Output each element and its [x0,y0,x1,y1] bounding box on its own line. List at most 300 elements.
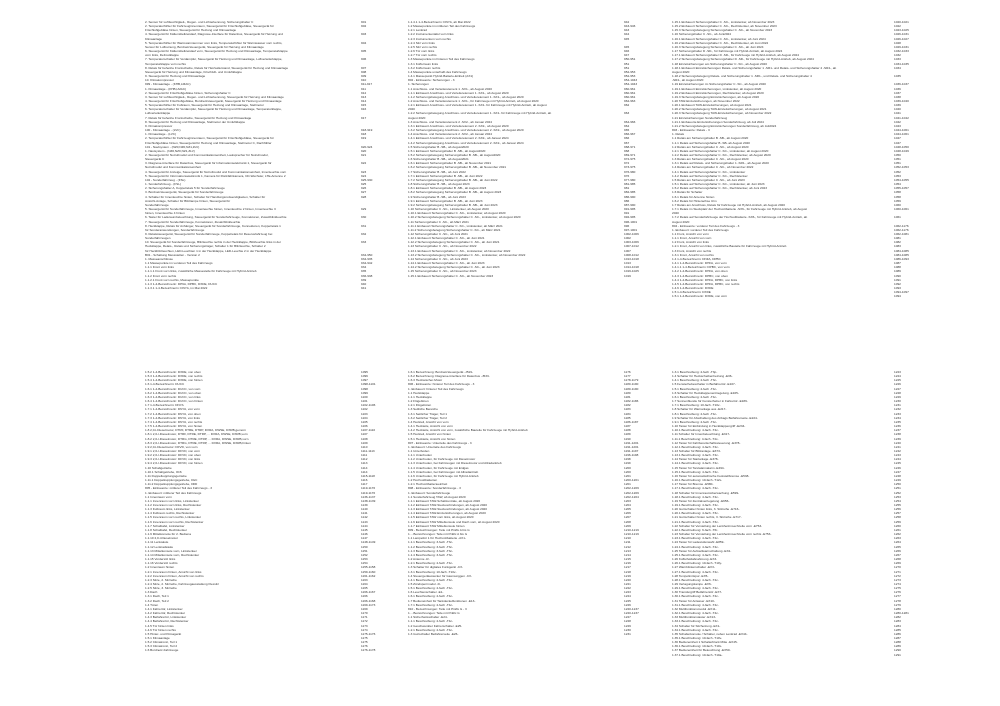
toc-entry-page: 1042 [894,119,901,124]
toc-entry-page: 1107 [361,432,368,437]
toc-entry-page: 1103 [361,411,368,416]
toc-entry-page: 906 [361,57,367,62]
toc-entry-title: 2. Temperaturfühler für Fahrzeuginnenraum, Steuergerät für Frischluftgebläse, Steuergerät für [145,24,274,29]
toc-entry-title: 1.21 Gurtschalter hinten rechts, 3. Sitzreihe -E717- [672,515,742,520]
toc-entry-page: 1270 [894,565,901,570]
toc-entry-title: 1.2.1 Lenkrad [408,28,427,33]
toc-entry-title: 5. Temperaturfühler für Fußraum, Steuergerät für Heizung und Klimaanlage, Stellmotor [145,103,264,108]
toc-entry-title: 1.15.1 Beschreibung: 4-fach -T4c- [672,469,719,474]
toc-entry-title: 1.5.1 Klimaanlage [145,636,170,640]
toc-entry-title: 100 - Klimaanlage - (LVC) [145,128,181,133]
toc-entry-title: 1.1.16 Vordersitz rechts [145,561,178,566]
toc-entry-page: 919 [361,136,367,141]
toc-entry-title: Frischluftgebläse hinten, Steuergerät für Heizung und Klimaanlage [145,28,237,33]
toc-entry-page: 1217 [624,565,631,570]
toc-entry-title: 1.18.2 Sicherungsbelegung Relais- und Sicherungshalter 1 -SR1-, und Relais- und Sicherungshalter 4 [672,74,812,79]
toc-entry-page: 934-950 [361,252,373,257]
toc-entry-page: 1244 [894,457,901,462]
toc-entry-page: 1146 [361,532,368,537]
toc-entry-title: 1.8 2,0-l-Dieselmotor, DTRF, DTRE, DTRP, DXRA, DWSE, DXRB,gemorn [145,428,247,433]
toc-entry-page: 911-917 [361,82,373,87]
toc-entry-page: 914 [361,98,367,103]
toc-entry-title: 1.3 Relais am Sicherungshalter C -SC-, ab August 2020 [672,157,749,162]
toc-entry-page: 1222 [624,586,631,591]
toc-entry-title: 1.7 Sicherungshalter B -SB-, ab Juni 2022 [408,169,466,174]
toc-entry-title: 1.11.1 Beschreibung: 4-fach -T4c- [672,436,719,441]
toc-entry-page: 965 [624,128,630,133]
toc-entry-title: 1. Sonderfahrzeug - (FSL) [145,182,181,187]
toc-entry-page: 1218 [624,569,631,574]
toc-entry-page: 921 [361,153,367,157]
toc-entry-page: 934-942 [361,261,373,266]
toc-entry-page: 1215 [624,557,631,562]
toc-entry-title: 1.1.10 2,0-l-Dieselmotor [145,536,179,541]
toc-entry-page: 1201 [624,473,631,478]
toc-entry-page: 1051 [894,161,901,166]
toc-entry-page: 1228 [624,619,631,624]
toc-entry-title: 1.6.1 Beschreibung: 4-fach -T4c- [408,594,454,599]
toc-entry-page: 1224 [624,594,631,599]
toc-entry-title: Temperaturklappe vorn rechts [145,61,186,66]
toc-entry-title: 1.3.1 Seitlicher Träger, Teil 1 [408,411,447,416]
toc-entry-page: 1154 [361,561,368,566]
toc-entry-page: 1198 [624,457,631,462]
toc-entry-page: 943 [624,28,630,33]
toc-entry-page: 1289 [894,644,901,649]
toc-entry-page: 1234 [894,415,901,420]
toc-entry-page: 1034 [894,65,901,70]
toc-entry-page: 935 [361,269,367,274]
toc-entry-page: 1207 [624,515,631,520]
toc-entry-page: 1188 [624,428,631,433]
toc-entry-page: 1178-1179 [624,378,639,383]
toc-entry-title: 1.4.1 Beschreibung: 4-fach -T3c- [672,378,718,383]
toc-entry-page: 1088 [894,265,901,270]
toc-entry-title: 1.6 Sicherungshalter B -SB-, ab August2021 [408,157,469,162]
toc-entry-page: 1225 [894,378,901,383]
toc-entry-title: 1.1.2.1 Front vorn rechts, Massepunkte [145,277,199,282]
toc-entry-title: -SR4-, ab August 2020 [672,78,704,83]
toc-entry-title: 6. Steuergerät für Kältemittelkreislauf vorn, Steuergerät für Heizung und Klimaanlage, Temperaturklappe [145,49,288,54]
toc-entry-title: 2. Sicherungshalter A, Koppelrelais 5 für Sonderfahrzeuge [145,186,225,191]
toc-entry-page: 1278 [894,598,901,603]
toc-entry-title: 1.1.3.1 1-4-Bezeichnerin: DNYA, im Mai 2022 [145,286,208,290]
toc-entry-page: 1182-1186 [624,399,639,404]
toc-entry-page: 1104 [361,415,368,420]
toc-entry-title: Heckklappe, Relais-, Relais und Sicherungsträger, Schalter 1 für Blitzleuchte, Schalter 2 [145,244,266,249]
toc-entry-page: 1150 [361,544,368,549]
toc-entry-title: 1.1 Sicherheitsschalter -E24- [408,615,448,620]
toc-entry-title: 1.1.7 Einbauort TAW Mittelkonsole hinten [408,523,465,528]
toc-entry-page: 1265 [894,544,901,549]
toc-entry-title: 2020 [672,211,679,216]
toc-entry-page: 1052 [894,169,901,174]
toc-entry-title: 1. Klimaanlage - (LVC) [145,132,177,137]
toc-entry-title: 1.1 Sonderfahrzeug TAW, ab August 2020 [408,494,466,499]
toc-entry-title: 1.18 Einzelsicherungen am Sicherungshalter C -SC-, ab August 2020 [672,61,767,66]
toc-entry-page: 1013-1018 [624,256,639,261]
toc-entry-title: 1.20.2 Sicherungsbelegung TAW-Einzelsicherungen, ab August 2021 [672,107,767,112]
toc-entry-title: 9. Relaissteuergerät, Steuergerät für Sonderfahrzeuge, Koppelrelais für Reservefahrzeug bei [145,231,273,236]
toc-entry-page: 1227 [894,386,901,391]
toc-entry-title: 1.4.1 1-4-Bezeichnerin: DHFA, von vorn [672,261,727,266]
toc-entry-title: 1.18.1 Einbauort Einzelsicherungen Relais- und Sicherungshalter 1 -SR1- und Relais- und Sicherungshalter 4 -SR4-, ab [672,65,837,70]
toc-entry-title: 1.32.1 Beschreibung: 4-fach -T4c- [672,611,719,616]
toc-entry-title: 1.35 Schalterkonsole / Schalter, neben Lenkrad -EX44- [672,631,748,636]
toc-entry-title: 2. Steuergerät für Frischluftgebläse hinten, Sicherungshalter C [145,90,231,95]
toc-entry-title: 1.6.1 Bezeichnung: Bordnetzsteuergerät -J519- [408,370,474,374]
toc-entry-title: 1.9.2 Sicherungsbelegung Sicherungshalter B -SB-, ab Juni 2023 [408,202,498,207]
toc-entry-title: 1.3 Anschluss- und Verteilerelement 2 -SX2-, ab Januar 2024 [408,119,492,124]
toc-entry-page: 1175 [361,640,368,645]
toc-entry-title: 1.4.2 Relais auf Sicherungshalter C -SC-, Rechtslenker [672,173,748,178]
toc-entry-title: 1.37.1 Beschreibung: 10-fach -T10a- [672,652,723,657]
toc-entry-title: 1. Einbauort: vorderer Teil des Fahrzeugs [672,227,729,232]
toc-entry-title: 1.7.1 Einbauort Sicherungshalter B -SB-, ab Juni 2022 [408,173,483,178]
toc-entry-title: 1.3 Front, Ansicht von rechts [672,248,712,253]
toc-entry-page: 915 [361,103,367,108]
toc-entry-title: 1.4 Schalter für Heckscheibenheizung -E36- [672,374,733,379]
toc-entry-title: 4. Steuergerät für Anzeige, Steuergerät für Notrufmodul und Kommunikationseinheit, Innenleuchte vorn [145,169,287,174]
toc-entry-page: 1258 [894,515,901,520]
toc-entry-title: 1. Relais [672,132,685,137]
toc-entry-page: 1102-1106 [361,403,376,408]
toc-entry-page: 977-980 [624,177,636,182]
toc-entry-title: 1.3.1 Beschreibung: 10-fach -T10v- [408,569,457,574]
toc-entry-page: 1094-1097 [894,290,909,295]
toc-entry-title: 1.19.1 Einbauort Einzelsicherungen, Linkslenker, ab August 2020 [672,86,762,91]
toc-entry-page: 1181 [624,394,631,399]
toc-entry [672,294,936,298]
toc-entry-page: 1260 [894,523,901,528]
toc-entry-page: 1062-1176 [894,223,909,228]
toc-entry-title: 1.17.1 Einbauort Sicherungshalter D -SD-, für Fahrzeuge mit Hybrid-Antrieb, ab August 2024 [672,53,799,58]
toc-entry-title: 1.35.1 Beschreibung: 10-fach -T10v- [672,636,723,640]
toc-entry-title: 1. Klimaanlage - (KHB,LMAC) [145,86,187,91]
toc-entry-page: 1243 [894,453,901,458]
toc-entry-page: 991 [624,211,630,216]
toc-entry-title: 1.32 Multifunktionsmodul -EX11- [672,606,717,611]
toc-entry-page: 1062-1081 [894,231,909,236]
toc-entry-page: 1290 [894,648,901,653]
toc-entry-page: 997-1001 [624,227,638,232]
toc-entry-page: 1058 [894,194,901,199]
toc-entry-title: 1.9.1 Einbauort Sicherungshalter B -SB-, ab Juni 2023 [408,198,483,203]
toc-entry-page: 1284 [894,623,901,628]
toc-entry-title: 1.21.2 Sicherungsbelegung Einzelsicherungen Sonderfahrzeug, ab Juli2024 [672,123,777,128]
toc-entry-page: 964 [624,123,630,128]
toc-entry-page: 1219 [624,573,631,578]
toc-entry-page: 1107-1110 [361,428,376,433]
toc-entry-page: 1255 [894,503,901,507]
toc-entry-page: 1034-1035 [894,61,909,66]
toc-entry-title: 1.17.1 Beschreibung: 4-fach -T4c- [672,486,719,491]
toc-entry-page: 1170 [361,611,368,616]
toc-entry-title: 5. Steuergerät für Sonderfahrzeuge, Innenleuchte hinten, Innenleuchte 2 hinten, Innenleuchte 3 [145,207,276,212]
toc-entry-title: 1.1.5 Unterboden, bei Fahrzeugen mit Allradantrieb [408,469,479,474]
toc-entry-title: 1.15 Sicherungshalter C -SC-, ab November 2023 [408,269,477,274]
toc-entry-title: 1.1.1 Unterboden [408,453,432,458]
toc-entry-title: 1.1.1 Front vorn links [145,265,174,270]
toc-entry-page: 1202-1209 [624,486,639,491]
toc-entry-title: 1.5.2 1-4-Bezeichnerin: DXDE, von oben [145,370,201,374]
toc-entry-page: 1199 [624,461,631,466]
toc-entry-title: 1.3 Seitliche Bereiche [408,407,438,412]
toc-entry-title: 1.10.2 Sicherungsbelegung Sicherungshalter C -SC-, Linkslenker, ab August 2020 [408,215,521,220]
toc-entry-title: 7. Relais für beheizte Frontscheibe, Steuergerät für Heizung und Klimaanlage [145,115,252,120]
toc-entry-title: 1.24.1 Beschreibung: 4-fach -T4c- [672,544,719,549]
toc-entry-title: 1.5.1 Relais auf Sicherungshalter C -SC-, Linkslenker, ab Juni 2023 [672,182,765,187]
toc-entry-title: 4. Steuergerät für Kältemittelkreislauf, Diagnose-Interface für Datenbus, Steuergerät für Heizung und [145,32,283,37]
toc-entry-title: 1.16.1 Beschreibung: 10-fach -T12x- [672,478,723,483]
toc-entry-title: 1.2.4 Sitz vorn links [408,40,435,45]
toc-entry-page: 1090 [894,273,901,278]
toc-entry-page: 1082 [894,240,901,245]
toc-entry-title: Klimaanlage [145,36,163,41]
toc-entry-title: 1.1.6 Unterboden, für Fahrzeuge mit Hybrid-Antrieb [408,473,479,478]
toc-entry-page: 1059 [894,198,901,203]
toc-entry-page: 1182 [624,403,631,408]
toc-entry-title: 1.20.1 Beschreibung: 4-fach -T3c- [672,511,719,516]
toc-entry-title: 1.2.1 Einbauort Anschluss- und Verteilerelement 1 -SX1- für Fahrzeuge mit Hybrid-Antrieb, ab August [408,103,547,108]
toc-entry-page: 1106 [361,424,368,429]
toc-entry-title: 1.5 Heckteil, Ansicht von hinten [408,432,451,437]
toc-entry-title: 1.33.1 Beschreibung: 4-fach -T4c- [672,619,719,624]
toc-entry-title: 1.19.2 Einbauort Einzelsicherungen, Rechtslenker, ab August 2020 [672,90,764,95]
toc-entry-title: 1.4 1-4-Bezeichnerin: DNFA, DPBC [672,256,721,261]
toc-entry-title: 1.8 Sicherungshalter B -SB-, ab August 2023 [408,182,470,187]
toc-entry-page: 1101 [361,399,368,404]
toc-entry-title: 1.3.1 Einbauort Anschluss- und Verteilerelement 2 -SX2-, ab August 2020 [408,123,509,128]
toc-entry-page: 1019 [624,273,631,278]
toc-entry-title: 1.2.7 Tür vorn rechts [408,53,437,58]
toc-entry-title: 1.1 Unterboden [408,448,430,453]
toc-entry-title: 1.30 Transfergriff Beifahrersitz -EX7- [672,590,723,595]
toc-entry-page: 1226 [894,382,901,387]
toc-entry-title: 1.1.14 Mittelkonsole vorn, Rechtslenker [145,552,200,557]
toc-entry-title: 1.16.3 Sicherungsbelegung Sicherungshalter C -SC-, ab Juni 2024 [672,44,764,49]
toc-entry-title: 1.1.7 Schalttafel, Linkslenker [145,523,185,528]
toc-entry-page: 969-971 [624,153,636,157]
toc-entry-title: 1.1.1.1 Front vorn links, zusätzliche Massestelle für Fahrzeuge mit Hybrid-Antrieb [145,269,257,274]
toc-entry-page: 962 [624,103,630,108]
toc-entry-title: 8. Heckklappe, Relais für Anhänger, Steuergerät für Sonderfahrzeuge, Konnektoren, Koppelrelais 1 [145,223,281,228]
toc-entry-title: 1.8 Schalter für Warnanlage aus -E217- [672,407,727,412]
toc-entry-title: 1.1.1 Einbauort Anschluss- und Verteilerelement 1 -SX1-, ab August 2020 [408,90,509,95]
toc-entry-title: 1.4.4 Beifahrertür, Rechtslenker [145,619,189,624]
toc-entry-title: 1.1.6 Einbauort TAW Mittelkonsole und Dach vorn, ab August 2020 [408,519,500,524]
toc-entry-title: 1.1 Innenraum vorn [145,494,172,499]
toc-entry-page: 930 [361,215,367,220]
toc-entry-title: 1.2.1 Front, Ansicht von links, zusätzliche Bauteile für Fahrzeuge mit Hybrid-Antrieb [672,244,787,249]
toc-entry-title: 1.5.1 Heckteile, Ansicht von hinten [408,436,456,441]
toc-entry-page: 1190 [624,436,631,441]
toc-entry-title: 1.6.1 Beschreibung: 4-fach -T4c- [672,394,718,399]
toc-entry [145,286,403,290]
toc-entry-title: 1.15.2 Einbauort Sicherungshalter C -SC-, Rechtslenker, ab November 2023 [672,24,777,29]
toc-entry-title: 1.3 Schalter für digitales Funkgerät -CX- [408,565,464,570]
toc-entry-page: 1240 [894,440,901,445]
toc-entry-page: 1261 [894,527,901,532]
toc-entry-title: 1.5.4 1-4-Bezeichnerin: DXDE, von hinten [145,378,203,383]
toc-entry-title: 1.26 Kofferfeldabnahmung -EX3- [672,557,718,562]
toc-entry-title: 1.21.1 Einbauorte Einzelsicherungen Sonderfahrzeug, ab Juli 2024 [672,119,764,124]
toc-entry-title: für Sonderanwendungen, Sonderfahrzeuge [145,227,205,232]
toc-entry-title: 1.9 2,0-l-Dieselmotor: DFVD, von vorn [145,444,198,449]
toc-entry-title: 1.4.6 Tür hinten rechts [145,627,176,632]
toc-entry-title: 1.20 TAW-Einzelsicherungen, ab November 2022 [672,98,740,103]
toc-entry-page: 1230 [624,627,631,632]
toc-entry-page: 1232 [894,407,901,412]
toc-entry-title: 1.19 Taster für Zentralverriegelung -E656- [672,498,730,503]
toc-entry-page: 1174 [361,627,368,632]
toc-entry-title: 1.9.4 2,0-l-Dieselmotor: DFVD, von hinten [145,461,203,466]
toc-entry-title: 1.20 Gurtschalter hinten links, 3. Sitzreihe -E716- [672,507,740,512]
toc-entry-title: 1.13.2 Sicherungsbelegung Sicherungshalter C -SC-, Linkslenker, ab November 2022 [408,252,526,257]
toc-entry-title: 4. Schalter für Innenleuchte hinten, Schalter für Handlungsnotwendigkeiten, Schalter für [145,194,266,199]
toc-entry-title: 1.5.1 Beschreibung: 4-fach -T4c- [672,386,718,391]
toc-entry-title: 1.2 Innenraum hinten [145,565,175,570]
toc-entry-page: 1093 [894,286,901,290]
toc-entry-page: 992-995 [624,215,636,220]
toc-entry-title: 1.5 Relais am Sicherungshalter C -SC-, ab Juni 2023 [672,177,745,182]
toc-entry-title: 1.7.1 1-4-Bezeichnerin: DNYA, von vorn [145,407,200,412]
toc-entry-title: 1.7.1 Beschreibung: 10-fach -T10v- [672,403,721,408]
toc-entry-title: 807 - Einbauorte: Unterteile des Fahrzeugs - 3 [408,440,472,445]
toc-entry-title: 1. Einbauort: hinterer Teil des Fahrzeugs [408,386,464,391]
toc-entry-title: August 2020 [672,69,690,74]
toc-entry-page: 1251 [894,486,901,491]
toc-entry-page: 1008-1012 [624,252,639,257]
toc-entry-page: 1165 [361,586,368,591]
toc-entry-title: 1.1.1 Einbauort TAW-Schaltzentrale, ab August 2020 [408,498,481,503]
toc-entry-title: 1. Sicherungen [408,82,429,87]
toc-entry-title: 806 - Einbauorte: hinterer Teil des Fahrzeugs - 3 [408,382,475,387]
toc-entry-title: 7. Temperaturschalter für Verdampfer, Steuergerät für Heizung und Klimaanlage, Luftverteilerklappe, [145,57,283,62]
toc-entry-title: 1.14 Sicherungshalter C -SC-, ab Juni 2023 [408,256,468,261]
toc-entry [408,274,666,278]
toc-entry-title: 1.2.6 Tür vorn links [408,49,435,54]
toc-entry-title: 8. Relais für beheizte Frontscheibe, Relais für Heizwiderstand, Steuergerät für Heizung und Klimaanlage [145,65,289,70]
toc-entry-page: 996 [624,223,630,228]
toc-entry-page: 1140 [361,507,368,512]
toc-entry-page: 1087 [894,261,901,266]
toc-entry-title: 1.1.3 Beschreibung: 3-fach -T3c- [408,548,454,553]
toc-column [408,370,666,670]
toc-entry-title: 1.4.3 Beifahrertür, Linkslenker [145,615,187,620]
toc-entry-page: 1274 [894,581,901,586]
toc-entry-page: 1141 [361,511,368,516]
toc-entry-title: 999 - Klimaanlage - (KHB,LMAC) [145,82,191,87]
toc-entry-page: 902 [361,24,367,29]
toc-entry-page: 1060 [894,202,901,207]
toc-entry-page: 1185 [624,415,631,420]
toc-entry [408,632,666,636]
toc-entry-title: 1.1.1 Beschreibung: 3-fach -T3c- [408,540,454,545]
toc-entry-page: 1287 [894,636,901,640]
toc-entry-page: 1039 [894,103,901,108]
toc-entry-title: 1.6 Leuchtenschalter -E1- [408,590,444,595]
toc-entry-page: 1062-1176 [894,227,909,232]
toc-entry-page: 1044-1061 [894,132,909,137]
toc-entry-page: 1043 [894,123,901,128]
toc-entry-page: 923 [361,169,367,174]
toc-entry-page: 1102 [361,407,368,412]
toc-entry-page: 1037 [894,90,901,95]
toc-entry-title: 1.3.1 Relais auf Relais- und Sicherungshalter 1 -SR1-, ab August 2020 [672,161,769,166]
toc-entry-page: 1272 [894,573,901,578]
toc-entry-page: 1273 [894,577,901,582]
toc-entry-title: 1.4.2 1-4-Bezeichnerin: DHFA, von oben [672,269,728,274]
toc-entry-page: 1159-1160 [361,569,376,574]
toc-entry-title: 1.15 Taster für Tanzalarmalarm -E494- [672,465,725,470]
toc-entry-title: 10. Steuergerät für Sonderfahrzeuge, Blitzleuchte rechts in der Heckklappe, Blitzleuchte links in der [145,240,282,245]
toc-entry-page: 1229 [624,623,631,628]
toc-entry-title: 3. Bordnetzsteuergerät, Steuergerät für Sonderfahrzeuge [145,190,224,195]
toc-entry-title: 1. Einbauort: mittlerer Teil des Fahrzeugs [145,490,202,495]
toc-entry-title: 1.1.2 Einbauort TAW-Steckverbindungen, ab August 2020 [408,503,487,507]
toc-entry-page: 1176 [361,644,368,649]
toc-entry-page: 986 [624,198,630,203]
toc-entry-page: 960-961 [624,90,636,95]
toc-entry-title: 1.2.5 Sitz vorn rechts [408,44,438,49]
toc-entry-title: 1.1 Front, Ansicht von vorn [672,231,709,236]
toc-entry-page: 1164 [361,581,368,586]
toc-entry-title: 1.4 Türen [145,602,159,607]
toc-entry-page: 1095 [361,370,368,374]
toc-entry-page: 945 [624,36,630,41]
toc-entry-title: 2020 [408,107,415,112]
toc-entry-title: Frischluftgebläse hinten, Steuergerät für Heizung und Klimaanlage, Stellmotor C, Dachfühler [145,140,272,145]
toc-entry-page: 1171 [361,615,368,620]
toc-entry-page: 1003-1006 [624,240,639,245]
toc-entry-page: 1110 [361,444,368,449]
toc-entry-page: 1058 [894,190,901,195]
toc-entry-page: 1257 [894,511,901,516]
toc-entry-title: 1.1 Lampeltür 1 für Hochvoltbatterie -AX1- [408,536,466,541]
toc-entry-title: 802 - Einbauorte: Sicherungen - 3 [408,78,455,83]
toc-entry-title: 1.6 1-4-Bezeichnerin: DUCC [145,382,185,387]
toc-entry-title: 1.14.1 Einbauort Sicherungshalter C -SC-, ab Juni 2023 [408,261,485,266]
toc-entry-title: 1.4 Relais am Sicherungshalter C -SC-, ab November 2022 [672,165,754,170]
toc-entry-title: 808 - Einbauorte: Sonderfahrzeuge - 3 [408,486,461,491]
toc-entry-page: 1180-1190 [624,382,639,387]
toc-entry-title: 1.1.2 Unterboden, für Fahrzeuge mit Dieselmotor [408,457,476,462]
toc-entry-title: 1.1.2 Front vorn rechts [145,273,177,278]
toc-entry-page: 1047 [894,136,901,141]
toc-entry-title: 1.3.1 Beschreibung: 4-fach -T3p- [672,370,718,374]
toc-entry-page: 1175 [361,636,368,640]
toc-entry-page: 1119-1176 [361,486,376,491]
toc-entry-page: 1275 [894,586,901,591]
toc-entry-page: 901 [361,20,367,24]
toc-entry-title: 1.5.2 Relais auf Sicherungshalter C -SC-, Rechtslenker, ab Juni 2023 [672,186,767,191]
toc-entry-page: 954-1043 [624,82,638,87]
toc-entry-title: 1.6 Bordnetz-Fahrzeuge [145,648,179,653]
toc-entry-title: 1.6 Relais für Schalter [672,190,703,195]
toc-entry-page: 1250 [894,482,901,487]
toc-entry-page: 1007-1012 [624,244,639,249]
toc-entry-title: 1.9 Sicherungshalter B -SB-, ab Juni 2023 [408,194,466,199]
toc-entry-page: 903 [361,32,367,37]
toc-entry-title: 1.2.1 Relais auf Sicherungshalter C -SC-, Linkslenker, ab August 2020 [672,148,769,153]
toc-entry-title: 1.16 Sicherungshalter C -SC-, ab Juni2024 [672,32,731,37]
toc-entry-title: Sensor für Luftreinung, Bordnetzsteuergerät, Steuergerät für Heizung und Klimaanlage [145,44,264,49]
toc-entry-page: 951 [624,65,630,70]
toc-entry-page: 947 [624,53,630,58]
toc-entry-page: 909 [361,74,367,79]
toc-entry-title: 1.10 Schaltgetriebe [145,465,172,470]
